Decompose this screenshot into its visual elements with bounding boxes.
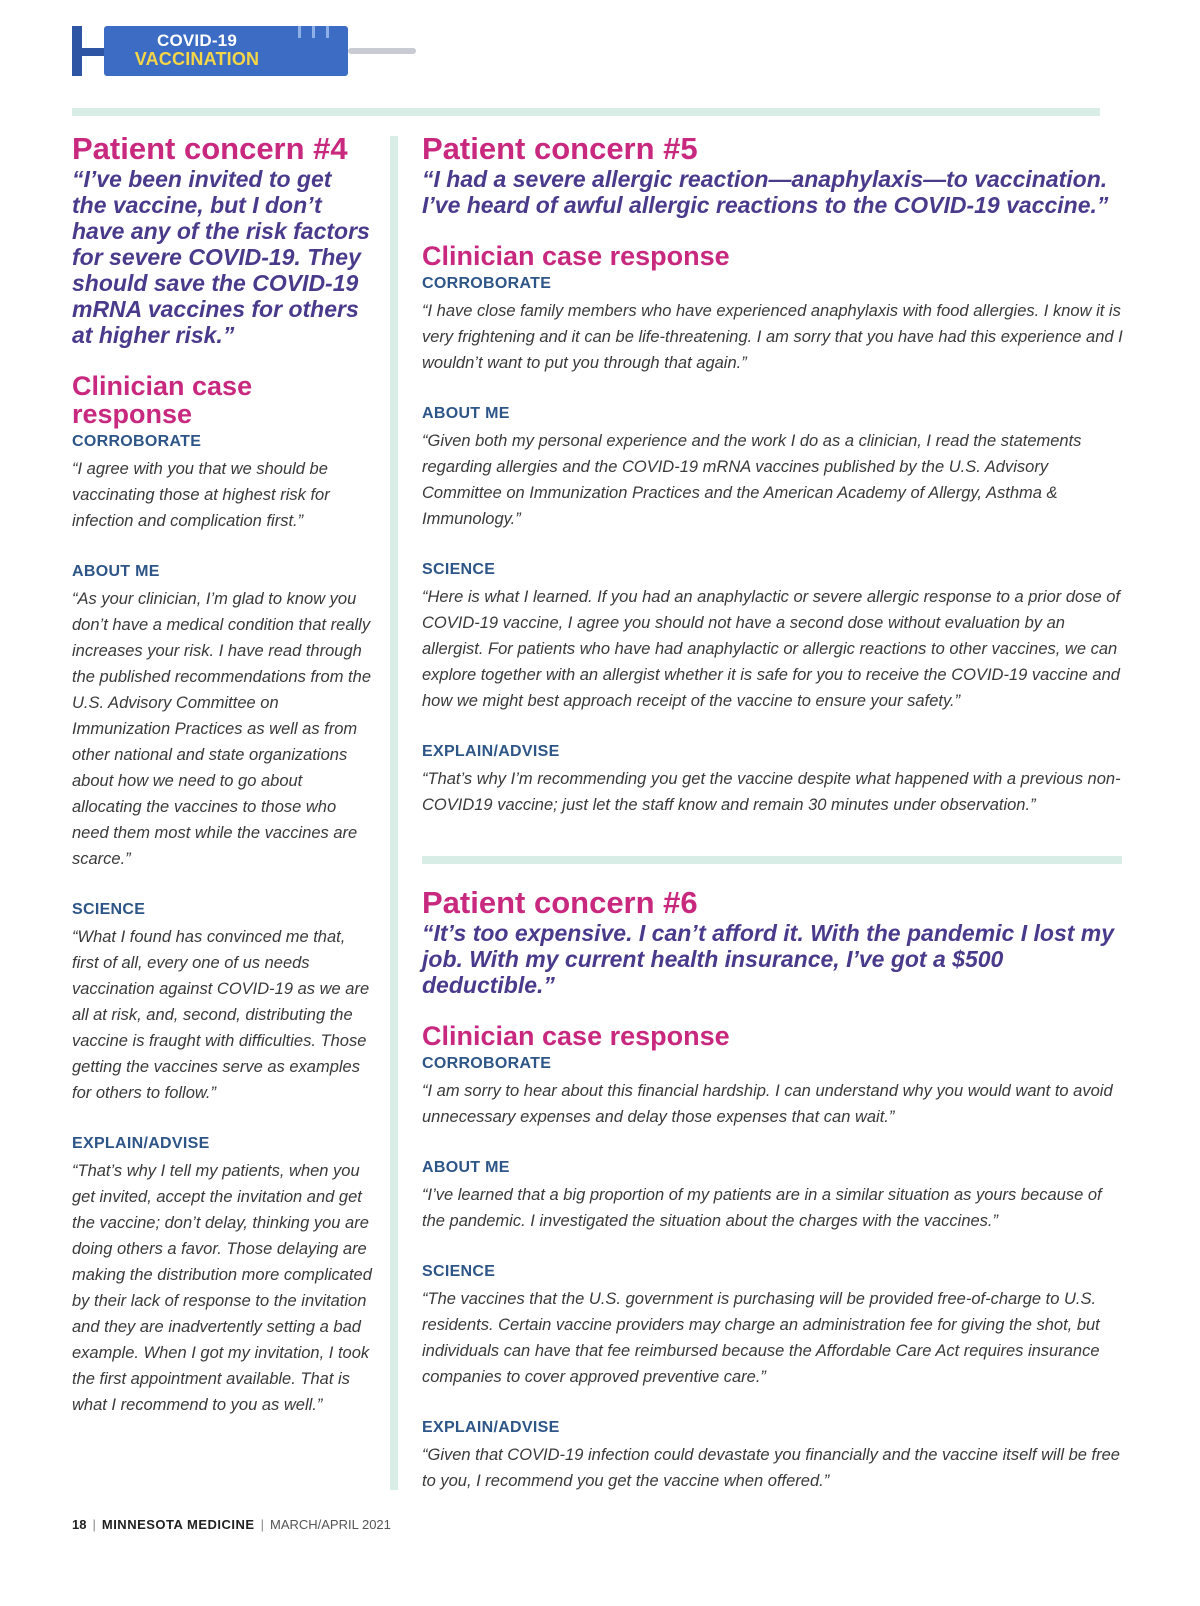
concern-4-explain-text: “That’s why I tell my patients, when you get invited, accept the invitation and get the vaccine; don’t delay, thinking you are doing others a favor. Those delaying are making the distribution more complicated by their lack of response to the invitation and they are inadvertently setting a bad example. When I got my invitation, I took the first appointment available. That is what I recommend to you as well.” xyxy=(72,1162,372,1414)
badge-line2: VACCINATION xyxy=(134,49,260,69)
concern-5-explain-text: “That’s why I’m recommending you get the vaccine despite what happened with a previous non-COVID19 vaccine; just let the staff know and remain 30 minutes under observation.” xyxy=(422,770,1121,814)
footer-separator: | xyxy=(260,1517,264,1532)
concern-6-explain-label: EXPLAIN/ADVISE xyxy=(422,1419,560,1436)
concern-5-science-text: “Here is what I learned. If you had an anaphylactic or severe allergic response to a prior dose of COVID-19 vaccine, I agree you should not have a second dose without evaluation by an allergist. For patients who have had anaphylactic or allergic reactions to other vaccines, we can explore together with an allergist whether it is safe for you to receive the COVID-19 vaccine and how we might best approach receipt of the vaccine to ensure your safety.” xyxy=(422,588,1120,710)
concern-5-about-text: “Given both my personal experience and the work I do as a clinician, I read the statements regarding allergies and the COVID-19 mRNA vaccines published by the U.S. Advisory Committee on Immunization Practices and the American Academy of Allergy, Asthma & Immunology.” xyxy=(422,432,1082,528)
concern-6-explain-text: “Given that COVID-19 infection could devastate you financially and the vaccine itself will be free to you, I recommend you get the vaccine when offered.” xyxy=(422,1446,1120,1490)
concern-4-explain-label: EXPLAIN/ADVISE xyxy=(72,1135,210,1152)
concern-5-corroborate-text: “I have close family members who have experienced anaphylaxis with food allergies. I know it is very frightening and it can be life-threatening. I am sorry that you have had this experience and I wouldn’t want to put you through that again.” xyxy=(422,302,1123,372)
concern-4-science-label: SCIENCE xyxy=(72,901,146,918)
concern-4-response-heading: Clinician case response xyxy=(72,371,253,429)
top-divider xyxy=(72,108,1100,116)
concern-4-corroborate-label: CORROBORATE xyxy=(72,433,202,450)
section-divider xyxy=(422,856,1122,864)
concern-6-response-heading: Clinician case response xyxy=(422,1021,730,1051)
concern-6-about-label: ABOUT ME xyxy=(422,1159,510,1176)
concern-4-about-label: ABOUT ME xyxy=(72,563,160,580)
concern-5-quote: “I had a severe allergic reaction—anaphylaxis—to vaccination. I’ve heard of awful allergic reactions to the COVID-19 vaccine.” xyxy=(422,166,1109,218)
concern-6-science-label: SCIENCE xyxy=(422,1263,496,1280)
concern-4-title: Patient concern #4 xyxy=(72,131,348,166)
issue-date: MARCH/APRIL 2021 xyxy=(269,1517,391,1532)
concern-5-corroborate-label: CORROBORATE xyxy=(422,275,552,292)
concern-6-about-text: “I’ve learned that a big proportion of my patients are in a similar situation as yours because of the pandemic. I investigated the situation about the charges with the vaccines.” xyxy=(422,1186,1102,1230)
concern-6-title: Patient concern #6 xyxy=(422,885,698,920)
concern-4-quote: “I’ve been invited to get the vaccine, but I don’t have any of the risk factors for severe COVID-19. They should save the COVID-19 mRNA vaccines for others at higher risk.” xyxy=(72,166,370,348)
concern-5-response-heading: Clinician case response xyxy=(422,241,730,271)
concern-6-corroborate-text: “I am sorry to hear about this financial hardship. I can understand why you would want to avoid unnecessary expenses and delay those expenses that can wait.” xyxy=(422,1082,1113,1126)
concern-6-quote: “It’s too expensive. I can’t afford it. With the pandemic I lost my job. With my current health insurance, I’ve got a $500 deductible.” xyxy=(422,920,1115,998)
publication-name: MINNESOTA MEDICINE xyxy=(101,1517,255,1532)
concern-5-science-label: SCIENCE xyxy=(422,561,496,578)
page-footer xyxy=(72,1517,391,1532)
covid-vaccination-badge xyxy=(72,22,344,82)
page-number: 18 xyxy=(72,1517,87,1532)
column-divider xyxy=(390,136,398,1490)
concern-4-about-text: “As your clinician, I’m glad to know you don’t have a medical condition that really increases your risk. I have read through the published recommendations from the U.S. Advisory Committee on Immunization Practices as well as from other national and state organizations about how we need to go about allocating the vaccines to those who need them most while the vaccines are scarce.” xyxy=(72,590,371,868)
syringe-tick xyxy=(298,26,301,38)
concern-4-corroborate-text: “I agree with you that we should be vaccinating those at highest risk for infection and complication first.” xyxy=(72,460,330,530)
syringe-tick xyxy=(326,26,329,38)
concern-5-explain-label: EXPLAIN/ADVISE xyxy=(422,743,560,760)
syringe-needle-shape xyxy=(348,48,416,54)
concern-5-about-label: ABOUT ME xyxy=(422,405,510,422)
concern-6-science-text: “The vaccines that the U.S. government is purchasing will be provided free-of-charge to U.S. residents. Certain vaccine providers may charge an administration fee for giving the shot, but individuals can have that fee reimbursed because the Affordable Care Act requires insurance companies to cover approved preventive care.” xyxy=(422,1290,1100,1386)
concern-6-section xyxy=(422,886,1127,1494)
concern-5-section xyxy=(422,132,1127,818)
footer-separator: | xyxy=(92,1517,96,1532)
concern-4-section xyxy=(72,132,372,1418)
badge-line1: COVID-19 xyxy=(156,31,237,50)
concern-4-science-text: “What I found has convinced me that, first of all, every one of us needs vaccination against COVID-19 as we are all at risk, and, second, distributing the vaccine is fraught with difficulties. Those getting the vaccines serve as examples for others to follow.” xyxy=(72,928,370,1102)
concern-6-corroborate-label: CORROBORATE xyxy=(422,1055,552,1072)
badge-text xyxy=(110,32,284,68)
syringe-tick xyxy=(312,26,315,38)
concern-5-title: Patient concern #5 xyxy=(422,131,698,166)
